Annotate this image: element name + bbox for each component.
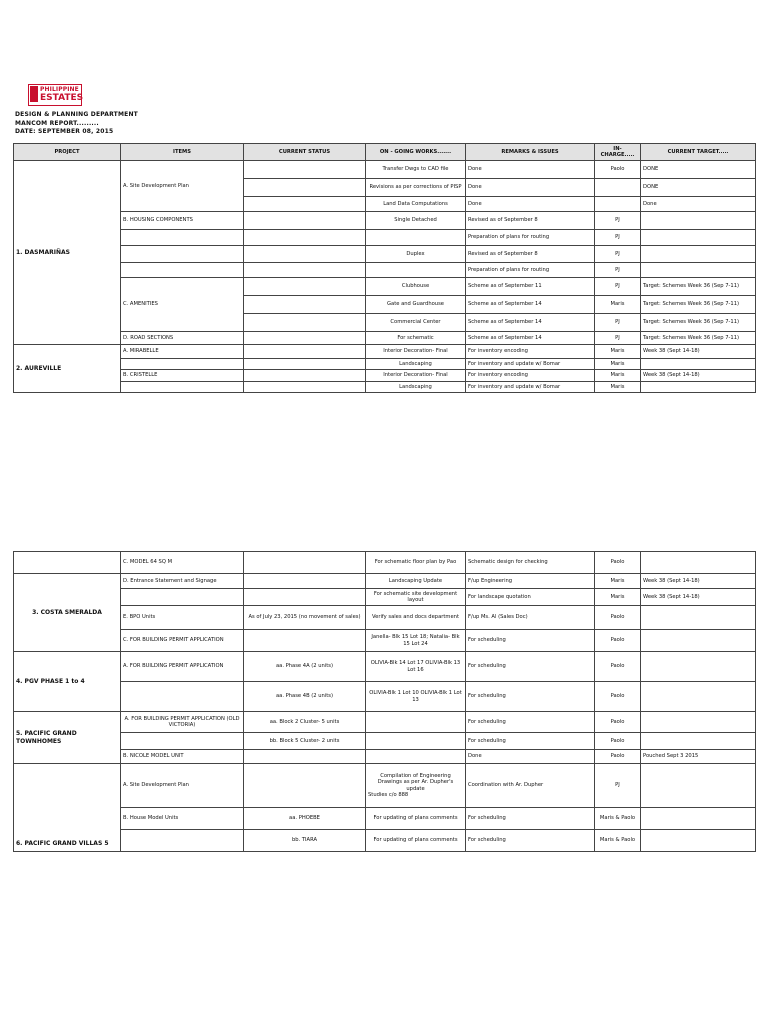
table-row <box>14 682 756 712</box>
work-cell <box>366 733 466 750</box>
status-cell <box>244 161 366 179</box>
item-cell: C. MODEL 64 SQ M <box>121 552 244 574</box>
table-row <box>14 370 756 382</box>
report-table-1 <box>13 143 756 393</box>
item-cell: B. HOUSING COMPONENTS <box>121 212 244 230</box>
incharge-cell: PJ <box>595 246 641 263</box>
incharge-cell: PJ <box>595 230 641 246</box>
target-cell <box>641 552 756 574</box>
table-row <box>14 263 756 278</box>
item-cell <box>121 682 244 712</box>
item-cell: A. FOR BUILDING PERMIT APPLICATION (OLD VICTORIA) <box>121 712 244 733</box>
target-cell <box>641 764 756 808</box>
table-row <box>14 606 756 630</box>
remarks-cell: Done <box>466 197 595 212</box>
target-cell <box>641 830 756 852</box>
work-cell: For schematic site development layout <box>366 589 466 606</box>
incharge-cell: PJ <box>595 212 641 230</box>
status-cell <box>244 197 366 212</box>
work-cell <box>366 263 466 278</box>
remarks-cell: Preparation of plans for routing <box>466 263 595 278</box>
project-name: 6. PACIFIC GRAND VILLAS 5 <box>14 764 121 852</box>
work-cell: Duplex <box>366 246 466 263</box>
table-row <box>14 161 756 179</box>
incharge-cell: Maris & Paolo <box>595 830 641 852</box>
target-cell <box>641 808 756 830</box>
company-logo <box>28 84 82 106</box>
remarks-cell: For scheduling <box>466 630 595 652</box>
table-row <box>14 712 756 733</box>
remarks-cell: Scheme as of September 14 <box>466 314 595 332</box>
table-row <box>14 230 756 246</box>
target-cell <box>641 652 756 682</box>
remarks-cell: Done <box>466 179 595 197</box>
incharge-cell: Paolo <box>595 652 641 682</box>
status-cell <box>244 230 366 246</box>
status-cell: As of July 23, 2015 (no movement of sales) <box>244 606 366 630</box>
incharge-cell: Maris <box>595 296 641 314</box>
work-cell: Verify sales and docs department <box>366 606 466 630</box>
work-cell: Revisions as per corrections of PISP <box>366 179 466 197</box>
item-cell: B. CRISTELLE <box>121 370 244 382</box>
incharge-cell: Maris & Paolo <box>595 808 641 830</box>
status-cell <box>244 345 366 359</box>
status-cell <box>244 764 366 808</box>
remarks-cell: F/up Ms. Al (Sales Doc) <box>466 606 595 630</box>
report-date: DATE: SEPTEMBER 08, 2015 <box>15 128 114 135</box>
item-cell: C. AMENITIES <box>121 278 244 332</box>
incharge-cell: Maris <box>595 574 641 589</box>
target-cell: Pouched Sept 3 2015 <box>641 750 756 764</box>
incharge-cell: Paolo <box>595 682 641 712</box>
table-row <box>14 359 756 370</box>
remarks-cell: For landscape quotation <box>466 589 595 606</box>
target-cell: Target: Schemes Week 36 (Sep 7-11) <box>641 296 756 314</box>
item-cell <box>121 589 244 606</box>
project-name: 4. PGV PHASE 1 to 4 <box>14 652 121 712</box>
incharge-cell: PJ <box>595 278 641 296</box>
remarks-cell: For scheduling <box>466 830 595 852</box>
incharge-cell: PJ <box>595 314 641 332</box>
item-cell <box>121 246 244 263</box>
status-cell: aa. Phase 4A (2 units) <box>244 652 366 682</box>
remarks-cell: Done <box>466 750 595 764</box>
table-row <box>14 630 756 652</box>
remarks-cell: For inventory and update w/ Bomar <box>466 359 595 370</box>
item-cell <box>121 263 244 278</box>
incharge-cell <box>595 179 641 197</box>
work-cell: Gate and Guardhouse <box>366 296 466 314</box>
remarks-cell: Schematic design for checking <box>466 552 595 574</box>
work-cell: Interior Decoration- Final <box>366 345 466 359</box>
column-header: ON - GOING WORKS....... <box>366 144 466 161</box>
status-cell: aa. Block 2 Cluster- 5 units <box>244 712 366 733</box>
item-cell: A. FOR BUILDING PERMIT APPLICATION <box>121 652 244 682</box>
target-cell <box>641 733 756 750</box>
target-cell <box>641 359 756 370</box>
remarks-cell: For scheduling <box>466 682 595 712</box>
incharge-cell: PJ <box>595 332 641 345</box>
status-cell: bb. Block 5 Cluster- 2 units <box>244 733 366 750</box>
logo-line-1: PHILIPPINE <box>40 86 79 93</box>
item-cell <box>121 230 244 246</box>
target-cell <box>641 682 756 712</box>
target-cell <box>641 230 756 246</box>
target-cell <box>641 606 756 630</box>
remarks-cell: Scheme as of September 14 <box>466 296 595 314</box>
table-row <box>14 332 756 345</box>
column-header: CURRENT STATUS <box>244 144 366 161</box>
work-cell: Interior Decoration- Final <box>366 370 466 382</box>
item-cell: D. ROAD SECTIONS <box>121 332 244 345</box>
work-cell: For schematic floor plan by Pao <box>366 552 466 574</box>
remarks-cell: For scheduling <box>466 808 595 830</box>
remarks-cell: For scheduling <box>466 652 595 682</box>
report-table-2 <box>13 551 756 852</box>
logo-line-2: ESTATES <box>40 93 84 103</box>
item-cell: D. Entrance Statement and Signage <box>121 574 244 589</box>
work-cell: Landscaping <box>366 382 466 393</box>
project-name: 5. PACIFIC GRAND TOWNHOMES <box>14 712 121 764</box>
table-row <box>14 750 756 764</box>
incharge-cell <box>595 197 641 212</box>
target-cell: Target: Schemes Week 36 (Sep 7-11) <box>641 314 756 332</box>
incharge-cell: PJ <box>595 263 641 278</box>
incharge-cell: Maris <box>595 382 641 393</box>
column-header: IN-CHARGE..... <box>595 144 641 161</box>
remarks-cell: Done <box>466 161 595 179</box>
status-cell <box>244 179 366 197</box>
logo-mark-icon <box>30 86 38 102</box>
column-header: CURRENT TARGET..... <box>641 144 756 161</box>
status-cell <box>244 589 366 606</box>
target-cell <box>641 630 756 652</box>
incharge-cell: PJ <box>595 764 641 808</box>
remarks-cell: Preparation of plans for routing <box>466 230 595 246</box>
item-cell: E. BPO Units <box>121 606 244 630</box>
table-row <box>14 589 756 606</box>
work-cell: OLIVIA-Blk 1 Lot 10 OLIVIA-Blk 1 Lot 13 <box>366 682 466 712</box>
work-cell: OLIVIA-Blk 14 Lot 17 OLIVIA-Blk 13 Lot 16 <box>366 652 466 682</box>
work-text: Compilation of Engineering Drawings as per Ar. Dupher's update <box>377 772 454 792</box>
remarks-cell: Revised as of September 8 <box>466 246 595 263</box>
column-header: PROJECT <box>14 144 121 161</box>
item-cell: B. NICOLE MODEL UNIT <box>121 750 244 764</box>
status-cell <box>244 332 366 345</box>
status-cell <box>244 246 366 263</box>
project-name: 3. COSTA SMERALDA <box>14 574 121 652</box>
table-row <box>14 574 756 589</box>
remarks-cell: For scheduling <box>466 733 595 750</box>
work-cell: Single Detached <box>366 212 466 230</box>
column-header: ITEMS <box>121 144 244 161</box>
status-cell <box>244 630 366 652</box>
target-cell: Week 38 (Sept 14-18) <box>641 345 756 359</box>
incharge-cell: Paolo <box>595 161 641 179</box>
status-cell <box>244 574 366 589</box>
incharge-cell: Maris <box>595 359 641 370</box>
table-row <box>14 278 756 296</box>
target-cell <box>641 263 756 278</box>
item-cell: A. MIRABELLE <box>121 345 244 359</box>
work-cell: For schematic <box>366 332 466 345</box>
remarks-cell: For scheduling <box>466 712 595 733</box>
remarks-cell: Scheme as of September 11 <box>466 278 595 296</box>
work-cell <box>366 712 466 733</box>
table-row <box>14 733 756 750</box>
table-row <box>14 246 756 263</box>
department-title: DESIGN & PLANNING DEPARTMENT <box>15 111 138 118</box>
remarks-cell: For inventory encoding <box>466 370 595 382</box>
incharge-cell: Maris <box>595 589 641 606</box>
remarks-cell: Coordination with Ar. Dupher <box>466 764 595 808</box>
table-row <box>14 830 756 852</box>
work-cell: Landscaping <box>366 359 466 370</box>
table-row <box>14 764 756 808</box>
status-cell <box>244 370 366 382</box>
report-title: MANCOM REPORT......... <box>15 120 99 127</box>
table-header-row <box>14 144 756 161</box>
project-cell <box>14 552 121 574</box>
target-cell: Week 38 (Sept 14-18) <box>641 574 756 589</box>
incharge-cell: Paolo <box>595 750 641 764</box>
column-header: REMARKS & ISSUES <box>466 144 595 161</box>
remarks-cell: For inventory and update w/ Bomar <box>466 382 595 393</box>
work-cell <box>366 230 466 246</box>
work-cell: Landscaping Update <box>366 574 466 589</box>
target-cell <box>641 212 756 230</box>
remarks-cell: Scheme as of September 14 <box>466 332 595 345</box>
incharge-cell: Maris <box>595 345 641 359</box>
target-cell: Target: Schemes Week 36 (Sep 7-11) <box>641 332 756 345</box>
item-cell <box>121 359 244 370</box>
item-cell <box>121 830 244 852</box>
item-cell: A. Site Development Plan <box>121 764 244 808</box>
incharge-cell: Paolo <box>595 712 641 733</box>
table-row <box>14 212 756 230</box>
status-cell <box>244 359 366 370</box>
work-cell: Transfer Dwgs to CAD file <box>366 161 466 179</box>
work-cell: Commercial Center <box>366 314 466 332</box>
incharge-cell: Paolo <box>595 630 641 652</box>
target-cell: DONE <box>641 161 756 179</box>
work-cell: For updating of plans comments <box>366 808 466 830</box>
status-cell: bb. TIARA <box>244 830 366 852</box>
status-cell <box>244 263 366 278</box>
remarks-cell: For inventory encoding <box>466 345 595 359</box>
status-cell <box>244 314 366 332</box>
work-cell: Janella- Blk 15 Lot 18; Natalia- Blk 15 Lot 24 <box>366 630 466 652</box>
work-cell: Land Data Computations <box>366 197 466 212</box>
table-row <box>14 382 756 393</box>
incharge-cell: Paolo <box>595 606 641 630</box>
target-cell: Week 38 (Sept 14-18) <box>641 370 756 382</box>
remarks-cell: F/up Engineering <box>466 574 595 589</box>
incharge-cell: Paolo <box>595 552 641 574</box>
remarks-cell: Revised as of September 8 <box>466 212 595 230</box>
target-cell <box>641 712 756 733</box>
target-cell: DONE <box>641 179 756 197</box>
target-cell: Week 38 (Sept 14-18) <box>641 589 756 606</box>
target-cell: Target: Schemes Week 36 (Sep 7-11) <box>641 278 756 296</box>
work-cell <box>366 750 466 764</box>
status-cell <box>244 552 366 574</box>
status-cell <box>244 382 366 393</box>
status-cell: aa. PHOEBE <box>244 808 366 830</box>
work-note: Studies c/o 888 <box>368 792 409 798</box>
incharge-cell: Paolo <box>595 733 641 750</box>
incharge-cell: Maris <box>595 370 641 382</box>
target-cell <box>641 382 756 393</box>
status-cell <box>244 212 366 230</box>
status-cell <box>244 296 366 314</box>
project-name: 2. AUREVILLE <box>14 345 121 393</box>
table-row <box>14 808 756 830</box>
status-cell: aa. Phase 4B (2 units) <box>244 682 366 712</box>
status-cell <box>244 750 366 764</box>
item-cell: B. House Model Units <box>121 808 244 830</box>
table-row <box>14 345 756 359</box>
item-cell: A. Site Development Plan <box>121 161 244 212</box>
work-cell <box>366 764 466 808</box>
work-cell: Clubhouse <box>366 278 466 296</box>
item-cell <box>121 382 244 393</box>
project-name: 1. DASMARIÑAS <box>14 161 121 345</box>
target-cell: Done <box>641 197 756 212</box>
item-cell: C. FOR BUILDING PERMIT APPLICATION <box>121 630 244 652</box>
status-cell <box>244 278 366 296</box>
item-cell <box>121 733 244 750</box>
target-cell <box>641 246 756 263</box>
table-row <box>14 552 756 574</box>
work-cell: For updating of plans comments <box>366 830 466 852</box>
table-row <box>14 652 756 682</box>
